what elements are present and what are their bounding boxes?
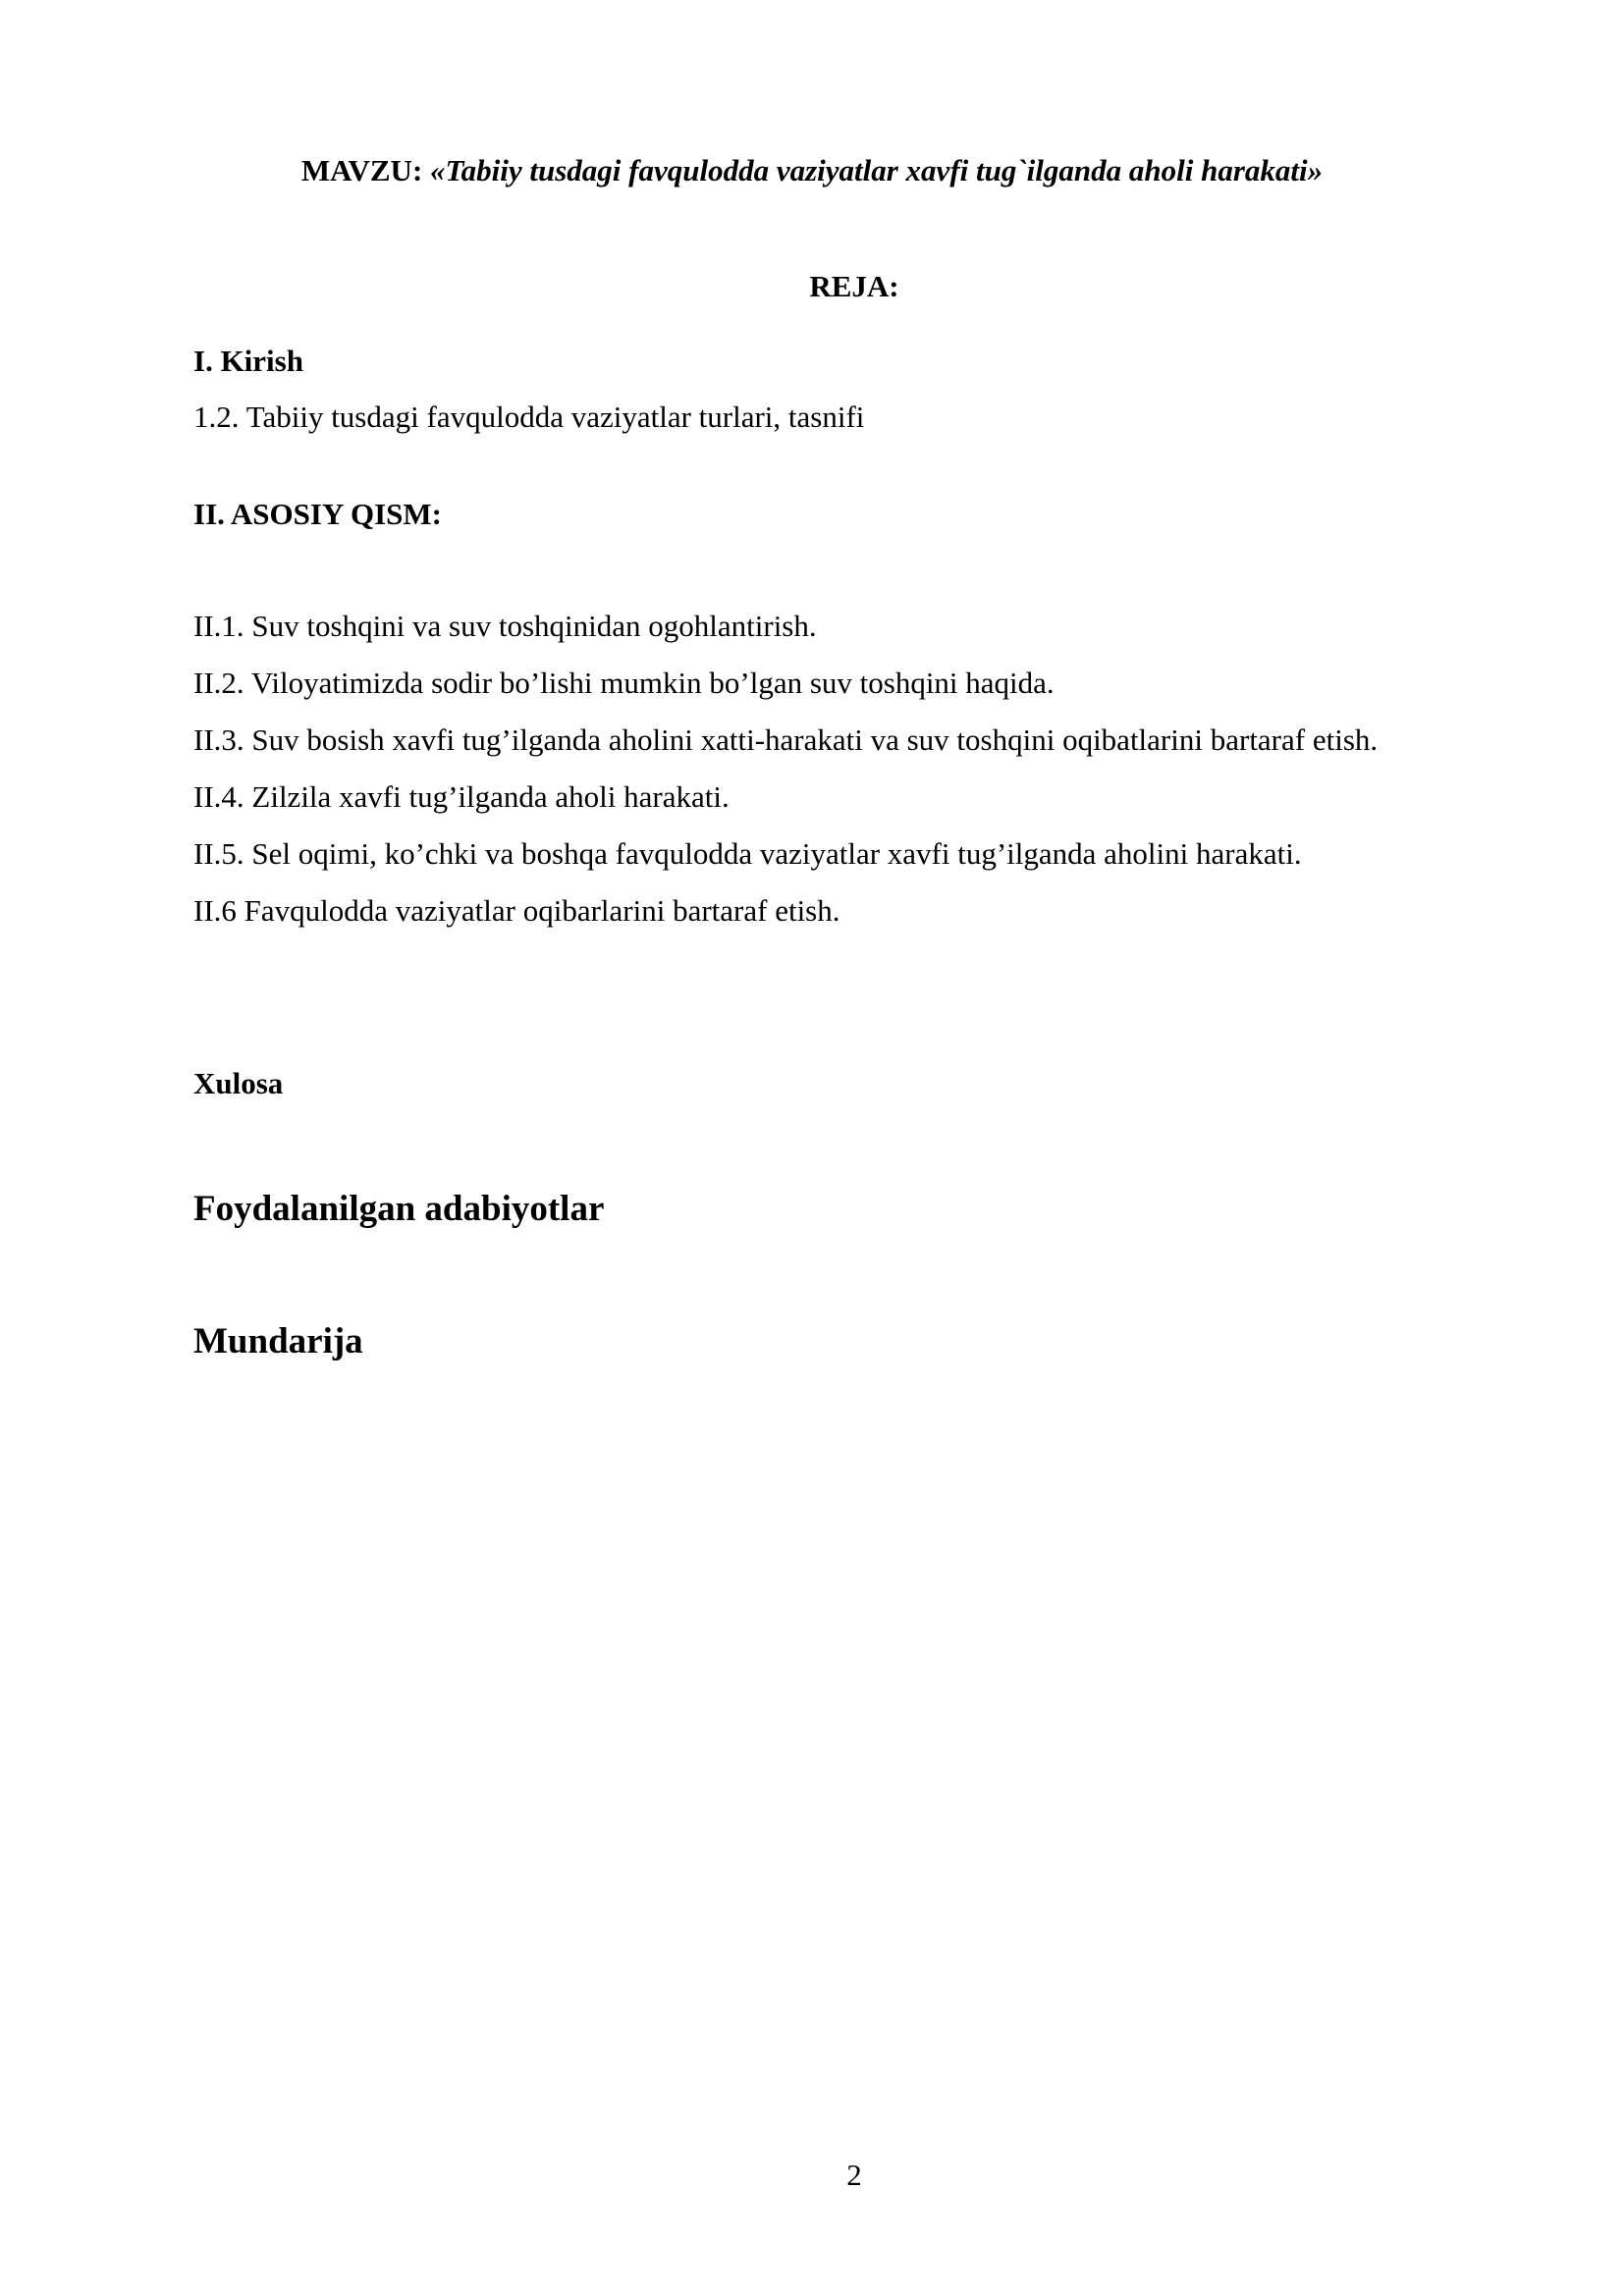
conclusion-heading: Xulosa (193, 1066, 284, 1100)
plan-heading: REJA: (809, 269, 899, 303)
main-part-item-5: II.5. Sel oqimi, ko’chki va boshqa favqulodda vaziyatlar xavfi tug’ilganda aholini harakati. (193, 836, 1302, 871)
main-part-item-4: II.4. Zilzila xavfi tug’ilganda aholi harakati. (193, 779, 730, 814)
references-heading: Foydalanilgan adabiyotlar (193, 1189, 605, 1229)
intro-item: 1.2. Tabiiy tusdagi favqulodda vaziyatlar turlari, tasnifi (193, 400, 865, 434)
document-title (0, 151, 1624, 190)
main-part-item-6: II.6 Favqulodda vaziyatlar oqibarlarini bartaraf etish. (193, 893, 840, 928)
page-number: 2 (846, 2158, 862, 2192)
intro-heading: I. Kirish (193, 344, 303, 378)
main-part-heading: II. ASOSIY QISM: (193, 497, 442, 531)
main-part-item-2: II.2. Viloyatimizda sodir bo’lishi mumkin bo’lgan suv toshqini haqida. (193, 666, 1055, 700)
main-part-item-1: II.1. Suv toshqini va suv toshqinidan ogohlantirish. (193, 609, 817, 643)
main-part-item-3: II.3. Suv bosish xavfi tug’ilganda aholini xatti-harakati va suv toshqini oqibatlarini bartaraf etish. (193, 722, 1379, 757)
contents-heading: Mundarija (193, 1321, 363, 1362)
title-label: MAVZU: (300, 153, 431, 187)
title-topic: «Tabiiy tusdagi favqulodda vaziyatlar xavfi tug`ilganda aholi harakati» (430, 153, 1324, 187)
